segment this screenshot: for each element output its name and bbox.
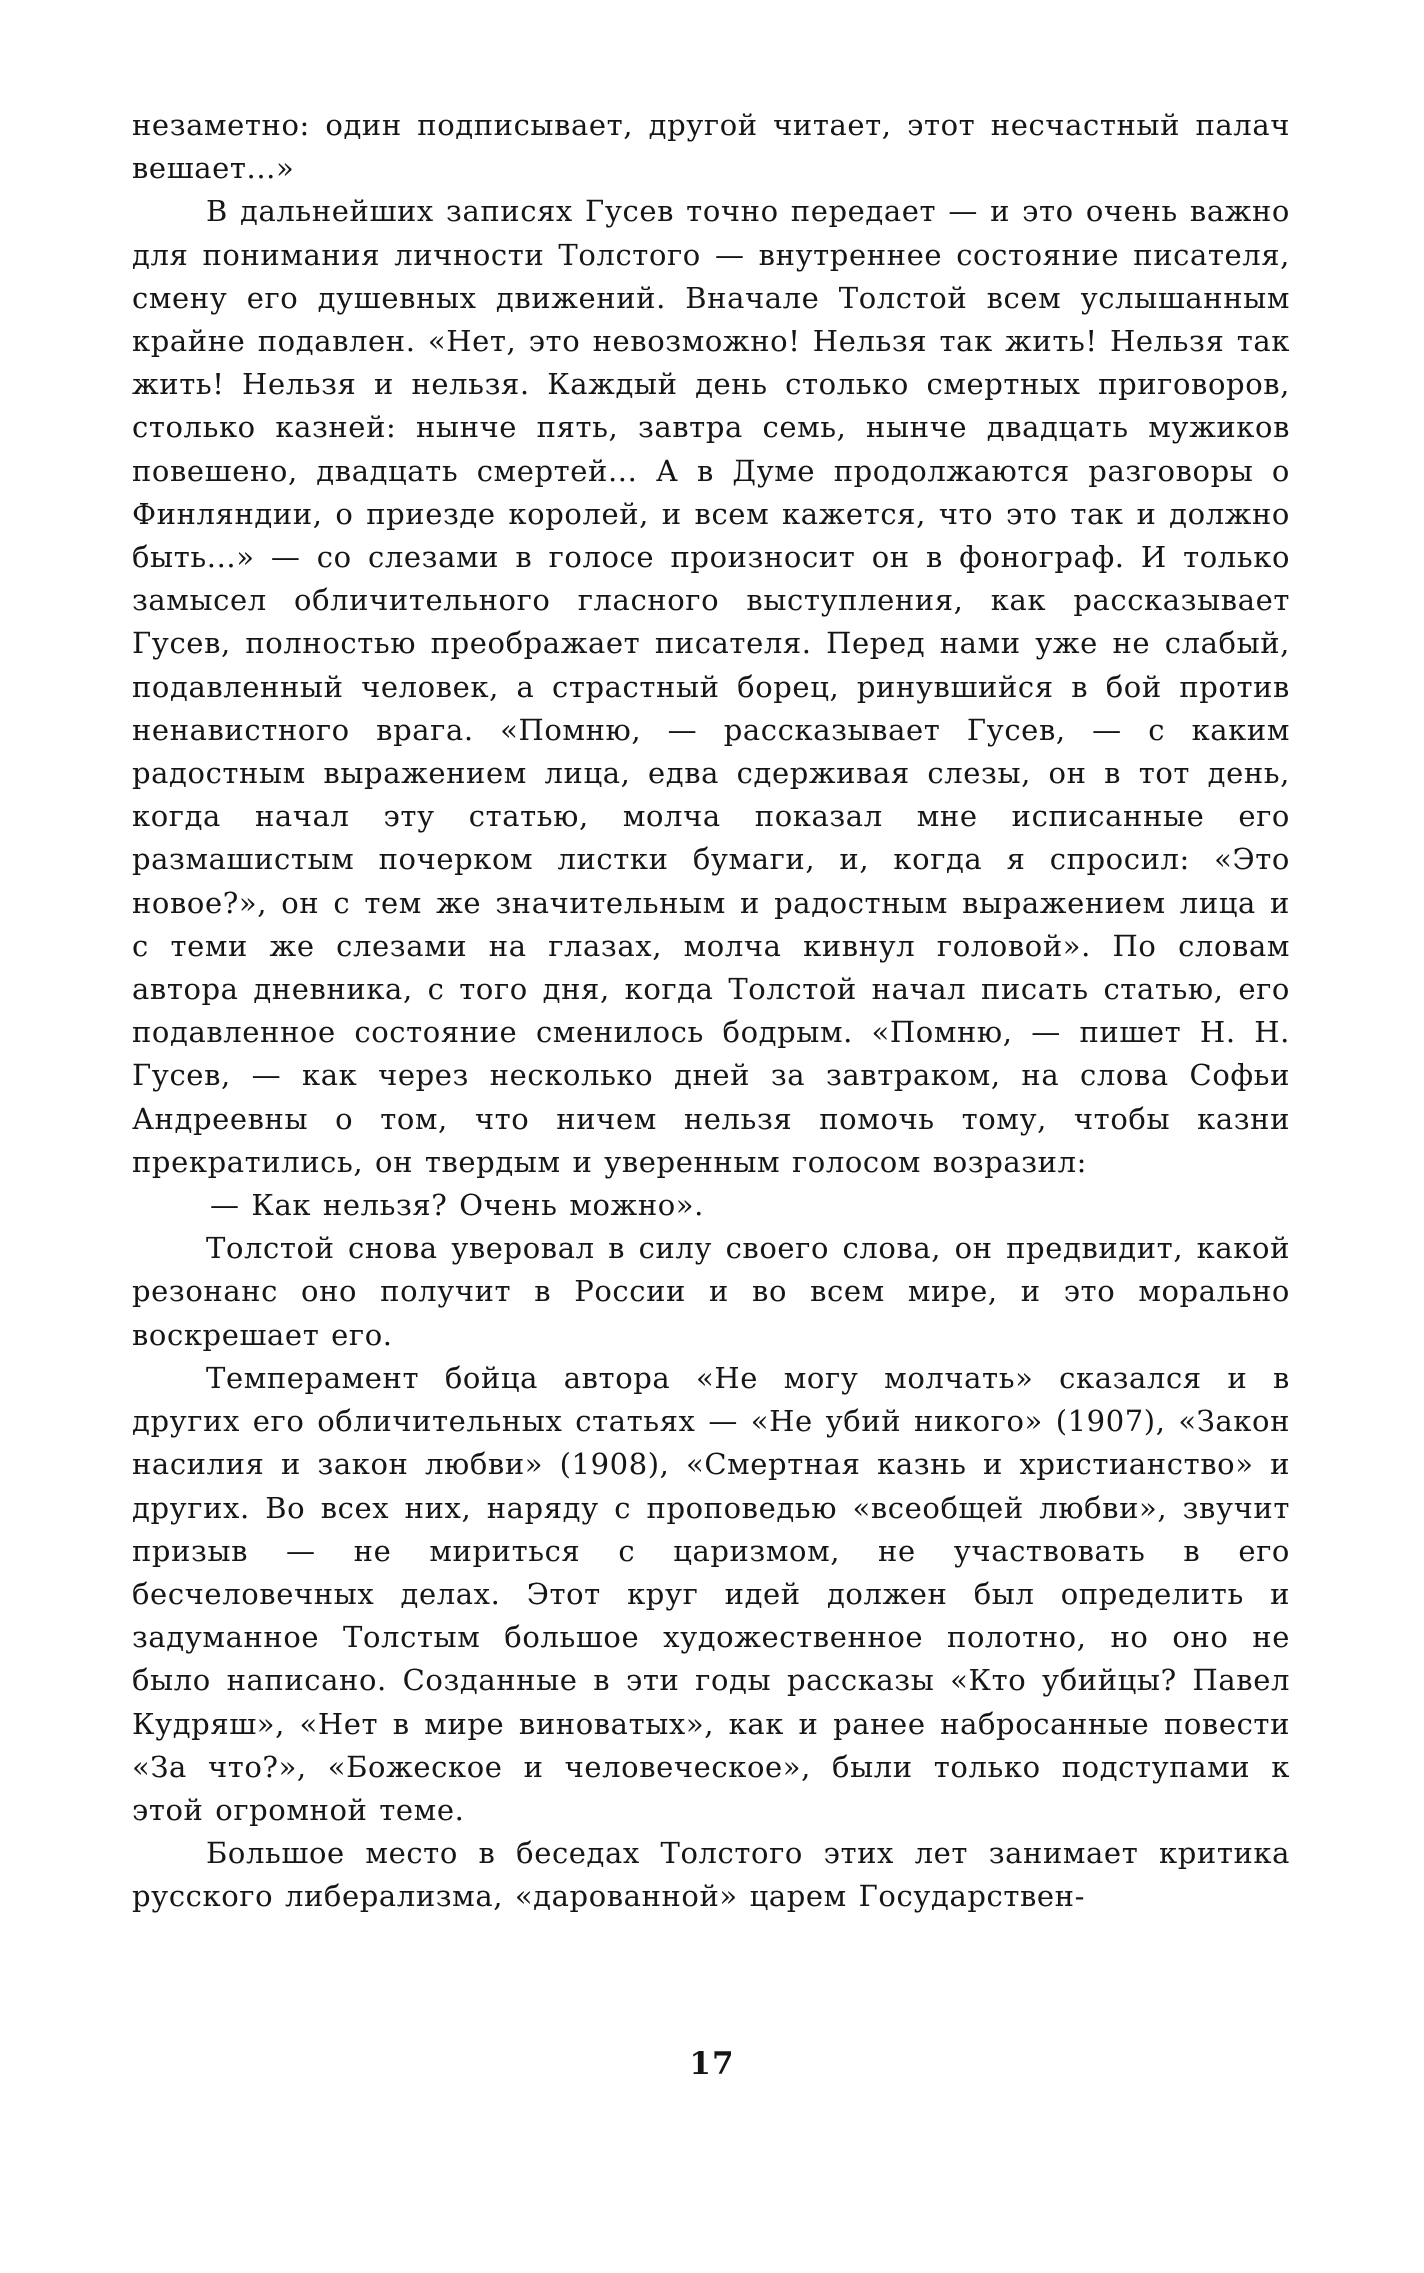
body-text	[132, 104, 1290, 1919]
paragraph-temperament: Темперамент бойца автора «Не могу молчать» сказался и в других его обличительных статьях — «Не убий никого» (1907), «Закон насилия и закон любви» (1908), «Смертная казнь и христианство» и других. Во всех них, наряду с проповедью «всеобщей любви», звучит призыв — не мириться с царизмом, не участвовать в его бесчеловечных делах. Этот круг идей должен был определить и задуманное Толстым большое художественное полотно, но оно не было написано. Созданные в эти годы рассказы «Кто убийцы? Павел Кудряш», «Нет в мире виноватых», как и ранее набросанные повести «За что?», «Божеское и человеческое», были только подступами к этой огромной теме.	[132, 1360, 1290, 1827]
paragraph-liberalism: Большое место в беседах Толстого этих лет занимает критика русского либерализма, «дарованной» царем Государствен-	[132, 1836, 1290, 1914]
paragraph-dialog-line: — Как нельзя? Очень можно».	[210, 1188, 704, 1223]
paragraph-tolstoy-belief: Толстой снова уверовал в силу своего слова, он предвидит, какой резонанс оно получит в России и во всем мире, и это морально воскрешает его.	[132, 1231, 1290, 1352]
page-number: 17	[689, 2046, 735, 2082]
paragraph-gusev-records: В дальнейших записях Гусев точно передает — и это очень важно для понимания личности Толстого — внутреннее состояние писателя, смену его душевных движений. Вначале Толстой всем услышанным крайне подавлен. «Нет, это невозможно! Нельзя так жить! Нельзя так жить! Нельзя и нельзя. Каждый день столько смертных приговоров, столько казней: нынче пять, завтра семь, нынче двадцать мужиков повешено, двадцать смертей... А в Думе продолжаются разговоры о Финляндии, о приезде королей, и всем кажется, что это так и должно быть...» — со слезами в голосе произносит он в фонограф. И только замысел обличительного гласного выступления, как рассказывает Гусев, полностью преображает писателя. Перед нами уже не слабый, подавленный человек, а страстный борец, ринувшийся в бой против ненавистного врага. «Помню, — рассказывает Гусев, — с каким радостным выражением лица, едва сдерживая слезы, он в тот день, когда начал эту статью, молча показал мне исписанные его размашистым почерком листки бумаги, и, когда я спросил: «Это новое?», он с тем же значительным и радостным выражением лица и с теми же слезами на глазах, молча кивнул головой». По словам автора дневника, с того дня, когда Толстой начал писать статью, его подавленное состояние сменилось бодрым. «Помню, — пишет Н. Н. Гусев, — как через несколько дней за завтраком, на слова Софьи Андреевны о том, что ничем нельзя помочь тому, чтобы казни прекратились, он твердым и уверенным голосом возразил:	[132, 194, 1290, 1179]
paragraph-continuation: незаметно: один подписывает, другой читает, этот несчастный палач вешает...»	[132, 108, 1290, 186]
